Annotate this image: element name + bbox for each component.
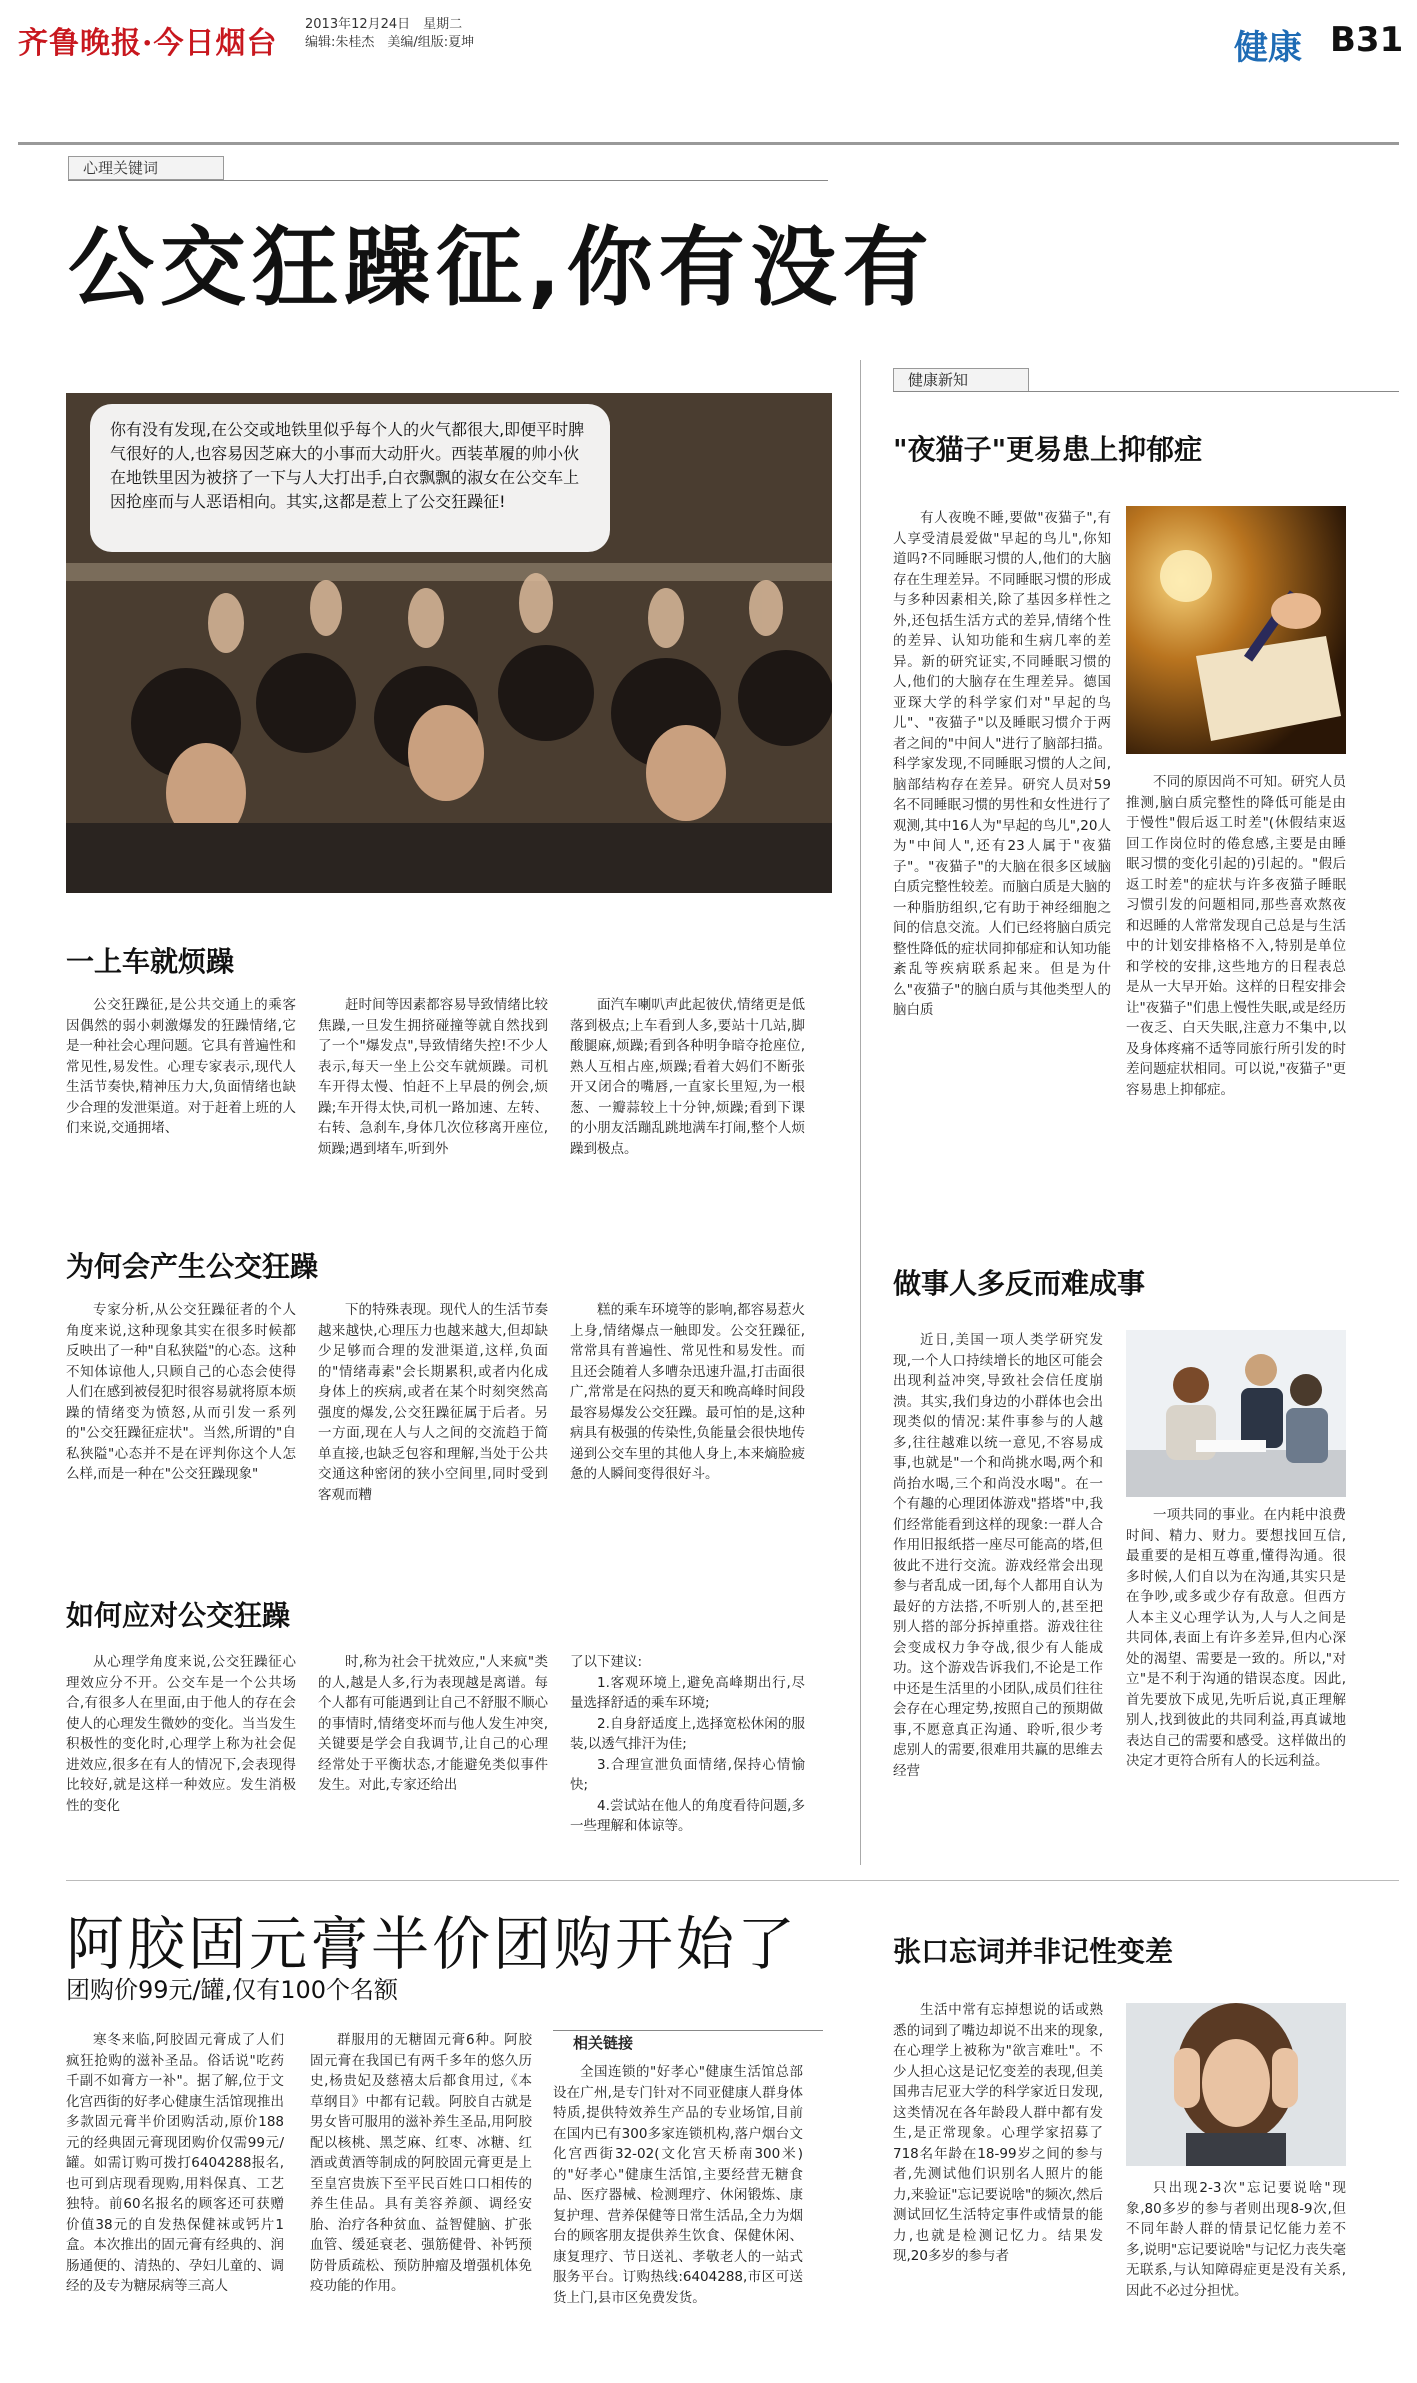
article3-col-a: 生活中常有忘掉想说的话或熟悉的词到了嘴边却说不出来的现象,在心理学上被称为"欲言难吐"。不少人担心这是记忆变差的表现,但美国弗吉尼亚大学的科学家近日发现,这类情况在各年龄段人群中都有发生,是正常现象。心理学家招募了718名年龄在18-99岁之间的参与者,先测试他们识别名人照片的能力,来验证"忘记要说啥"的频次,然后测试回忆生活特定事件或情景的能力,也就是检测记忆力。结果发现,20多岁的参与者 [893, 2002, 1103, 2264]
section1-col3: 面汽车喇叭声此起彼伏,情绪更是低落到极点;上车看到人多,要站十几站,脚酸腿麻,烦躁;看到各种明争暗夺抢座位,熟人互相占座,烦躁;看着大妈们不断张开又闭合的嘴唇,一直家长里短,为一根葱、一瓣蒜较上十分钟,烦躁;看到下课的小朋友活蹦乱跳地满车打闹,整个人烦躁到极点。 [570, 997, 805, 1157]
sidebar-label: 健康新知 [893, 368, 1029, 392]
article2-title: 做事人多反而难成事 [893, 1267, 1146, 1300]
section2-col1: 专家分析,从公交狂躁征者的个人角度来说,这种现象其实在很多时候都反映出了一种"自私狭隘"的心态。这种不知体谅他人,只顾自己的心态会使得人们在感到被侵犯时很容易就将原本烦躁的情绪变为愤怒,从而引发一系列的"公交狂躁征症状"。当然,所谓的"自私狭隘"心态并不是在评判你这个人怎么样,而是一种在"公交狂躁现象" [66, 1302, 296, 1482]
keyword-rule [68, 180, 828, 181]
section3-col3 [570, 1652, 805, 1852]
article3-col-b: 只出现2-3次"忘记要说啥"现象,80多岁的参与者则出现8-9次,但不同年龄人群的情景记忆能力差不多,说明"忘记要说啥"与记忆力丧失毫无联系,与认知障碍症更是没有关系,因此不必过分担忧。 [1126, 2180, 1346, 2299]
editor-credits: 编辑:朱桂杰 美编/组版:夏坤 [305, 35, 475, 50]
tips-intro: 了以下建议: [570, 1654, 643, 1670]
article1-title: "夜猫子"更易患上抑郁症 [893, 433, 1203, 466]
main-headline: 公交狂躁征,你有没有 [68, 218, 935, 318]
ad-subtitle: 团购价99元/罐,仅有100个名额 [66, 1976, 399, 2004]
ad-col2: 群服用的无糖固元膏6种。阿胶固元膏在我国已有两千多年的悠久历史,杨贵妃及慈禧太后都食用过,《本草纲目》中都有记载。阿胶自古就是男女皆可服用的滋补养生圣品,用阿胶配以核桃、黑芝麻、红枣、冰糖、红酒或黄酒等制成的阿胶固元膏更是上至皇宫贵族下至平民百姓口口相传的养生佳品。具有美容养颜、调经安胎、治疗各种贫血、益智健脑、扩张血管、缓延衰老、强筋健骨、补钙预防骨质疏松、预防肿瘤及增强机体免疫功能的作用。 [310, 2032, 532, 2294]
masthead-rule [18, 142, 1399, 145]
team-meeting-photo [1126, 1330, 1346, 1497]
article1-col-b: 不同的原因尚不可知。研究人员推测,脑白质完整性的降低可能是由于慢性"假后返工时差"(休假结束返回工作岗位时的倦怠感,主要是由睡眠习惯的变化引起的)引起的。"假后返工时差"的症状与许多夜猫子睡眠习惯引发的问题相同,那些喜欢熬夜和迟睡的人常常发现自己总是与生活中的计划安排格格不入,特别是单位和学校的安排,这些地方的日程表总是从一大早开始。这样的日程安排会让"夜猫子"们患上慢性失眠,或是经历一夜乏、白天失眠,注意力不集中,以及身体疼痛不适等同旅行所引发的时差问题症状相同。可以说,"夜猫子"更容易患上抑郁症。 [1126, 774, 1346, 1098]
related-link-text: 全国连锁的"好孝心"健康生活馆总部设在广州,是专门针对不同亚健康人群身体特质,提供特效养生产品的专业场馆,目前在国内已有300多家连锁机构,落户烟台文化宫西街32-02(文化宫天桥南300米)的"好孝心"健康生活馆,主要经营无糖食品、医疗器械、检测理疗、休闲锻炼、康复护理、营养保健等日常生活品,全力为烟台的顾客朋友提供养生饮食、保健休闲、康复理疗、节日送礼、孝敬老人的一站式服务平台。订购热线:6404288,市区可送货上门,县市区免费发货。 [553, 2064, 803, 2306]
sidebar-rule [893, 391, 1399, 392]
related-link-label: 相关链接 [553, 2030, 823, 2055]
article1-col-a: 有人夜晚不睡,要做"夜猫子",有人享受清晨爱做"早起的鸟儿",你知道吗?不同睡眠习惯的人,他们的大脑存在生理差异。不同睡眠习惯的形成与多种因素相关,除了基因多样性之外,还包括生活方式的差异,情绪个性的差异、认知功能和生病几率的差异。新的研究证实,不同睡眠习惯的人,他们的大脑存在生理差异。德国亚琛大学的科学家们对"早起的鸟儿"、"夜猫子"以及睡眠习惯介于两者之间的"中间人"进行了脑部扫描。科学家发现,不同睡眠习惯的人之间,脑部结构存在差异。研究人员对59名不同睡眠习惯的男性和女性进行了观测,其中16人为"早起的鸟儿",20人为"中间人",还有23人属于"夜猫子"。"夜猫子"的大脑在很多区域脑白质完整性较差。而脑白质是大脑的一种脂肪组织,它有助于神经细胞之间的信息交流。人们已经将脑白质完整性降低的症状同抑郁症和认知功能紊乱等疾病联系起来。但是为什么"夜猫子"的脑白质与其他类型人的脑白质 [893, 510, 1111, 1018]
intro-text: 你有没有发现,在公交或地铁里似乎每个人的火气都很大,即便平时脾气很好的人,也容易因芝麻大的小事而大动肝火。西装革履的帅小伙在地铁里因为被挤了一下与人大打出手,白衣飘飘的淑女在公交车上因抢座而与人恶语相向。其实,这都是惹上了公交狂躁征! [110, 420, 585, 511]
article3-title: 张口忘词并非记性变差 [893, 1935, 1174, 1968]
team-meeting-illustration [1126, 1330, 1346, 1497]
ad-rule [66, 1880, 1399, 1881]
tip-item: 1.客观环境上,避免高峰期出行,尽量选择舒适的乘车环境; [570, 1674, 805, 1711]
night-writing-illustration [1126, 506, 1346, 754]
section3-col1: 从心理学角度来说,公交狂躁征心理效应分不开。公交车是一个公共场合,有很多人在里面,由于他人的存在会使人的心理发生微妙的变化。当当发生积极性的变化时,心理学上称为社会促进效应,很多在有人的情况下,会表现得比较好,就是这样一种效应。发生消极性的变化 [66, 1654, 296, 1814]
headache-woman-illustration [1126, 2003, 1346, 2166]
section1-col2: 赶时间等因素都容易导致情绪比较焦躁,一旦发生拥挤碰撞等就自然找到了一个"爆发点",导致情绪失控!不少人表示,每天一坐上公交车就烦躁。司机车开得太慢、怕赶不上早晨的例会,烦躁;车开得太快,司机一路加速、左转、右转、急刹车,身体几次位移离开座位,烦躁;遇到堵车,听到外 [318, 997, 548, 1157]
tip-item: 2.自身舒适度上,选择宽松休闲的服装,以透气排汗为佳; [570, 1715, 805, 1752]
section-name: 健康 [1234, 28, 1302, 68]
ad-col1: 寒冬来临,阿胶固元膏成了人们疯狂抢购的滋补圣品。俗话说"吃药千副不如膏方一补"。据了解,位于文化宫西街的好孝心健康生活馆现推出多款固元膏半价团购活动,原价188元的经典固元膏现团购价仅需99元/罐。如需订购可拨打6404288报名,也可到店现看现购,用料保真、工艺独特。前60名报名的顾客还可获赠价值38元的自发热保健袜或钙片1盒。本次推出的固元膏有经典的、润肠通便的、清热的、孕妇儿童的、调经的及专为糖尿病等三高人 [66, 2032, 284, 2294]
ad-headline: 阿胶固元膏半价团购开始了 [66, 1910, 799, 1978]
issue-date: 2013年12月24日 星期二 [305, 17, 463, 32]
section3-title: 如何应对公交狂躁 [66, 1599, 291, 1632]
masthead-info [305, 16, 474, 52]
article2-col-b: 一项共同的事业。在内耗中浪费时间、精力、财力。要想找回互信,最重要的是相互尊重,懂得沟通。很多时候,人们自以为在沟通,其实只是在争吵,或多或少存有敌意。但西方人本主义心理学认为,人与人之间是共同体,表面上有许多差异,但内心深处的渴望、需要是一致的。所以,"对立"是不利于沟通的错误态度。因此,首先要放下成见,先听后说,真正理解别人,找到彼此的共同利益,再真诚地表达自己的需要和感受。这样做出的决定才更符合所有人的长远利益。 [1126, 1507, 1346, 1769]
article2-col-a: 近日,美国一项人类学研究发现,一个人口持续增长的地区可能会出现利益冲突,导致社会信任度崩溃。其实,我们身边的小群体也会出现类似的情况:某件事参与的人越多,往往越难以统一意见,不容易成事,也就是"一个和尚挑水喝,两个和尚抬水喝,三个和尚没水喝"。在一个有趣的心理团体游戏"搭塔"中,我们经常能看到这样的现象:一群人合作用旧报纸搭一座尽可能高的塔,但彼此不进行交流。游戏经常会出现参与者乱成一团,每个人都用自认为最好的方法搭,不听别人的,甚至把别人搭的部分拆掉重搭。游戏往往会变成权力争夺战,很少有人能成功。这个游戏告诉我们,不论是工作中还是生活里的小团队,成员们往往会存在心理定势,按照自己的预期做事,不愿意真正沟通、聆听,很少考虑别人的需要,很难用共赢的思维去经营 [893, 1332, 1103, 1779]
intro-bubble [90, 404, 610, 552]
page-number: B31 [1330, 20, 1404, 60]
night-writing-photo [1126, 506, 1346, 754]
tip-item: 3.合理宣泄负面情绪,保持心情愉快; [570, 1756, 805, 1793]
section1-title: 一上车就烦躁 [66, 945, 235, 978]
headache-woman-photo [1126, 2003, 1346, 2166]
section2-col2: 下的特殊表现。现代人的生活节奏越来越快,心理压力也越来越大,但却缺少足够而合理的发泄渠道,这样,负面的"情绪毒素"会长期累积,或者内化成身体上的疾病,或者在某个时刻突然高强度的爆发,公交狂躁征属于后者。另一方面,现在人与人之间的交流趋于简单直接,也缺乏包容和理解,当处于公共交通这种密闭的狭小空间里,同时受到客观而糟 [318, 1302, 548, 1503]
column-divider [860, 360, 861, 1865]
tip-item: 4.尝试站在他人的角度看待问题,多一些理解和体谅等。 [570, 1797, 805, 1834]
section2-col3: 糕的乘车环境等的影响,都容易惹火上身,情绪爆点一触即发。公交狂躁征,常常具有普遍性、常见性和易发性。而且还会随着人多嘈杂迅速升温,打击面很广,常常是在闷热的夏天和晚高峰时间段最容易爆发公交狂躁。最可怕的是,这种病具有极强的传染性,负能量会很快地传递到公交车里的其他人身上,本来熵脸疲惫的人瞬间变得很好斗。 [570, 1302, 805, 1482]
keyword-label: 心理关键词 [68, 156, 224, 180]
section1-col1: 公交狂躁征,是公共交通上的乘客因偶然的弱小刺激爆发的狂躁情绪,它是一种社会心理问题。它具有普遍性和常见性,易发性。心理专家表示,现代人生活节奏快,精神压力大,负面情绪也缺少合理的发泄渠道。对于赶着上班的人们来说,交通拥堵、 [66, 997, 296, 1136]
section3-col2: 时,称为社会干扰效应,"人来疯"类的人,越是人多,行为表现越是离谱。每个人都有可能遇到让自己不舒服不顺心的事情时,情绪变坏而与他人发生冲突,关键要是学会自我调节,让自己的心理经常处于平衡状态,才能避免类似事件发生。对此,专家还给出 [318, 1654, 548, 1793]
newspaper-logo: 齐鲁晚报·今日烟台 [18, 26, 278, 61]
section2-title: 为何会产生公交狂躁 [66, 1250, 319, 1283]
